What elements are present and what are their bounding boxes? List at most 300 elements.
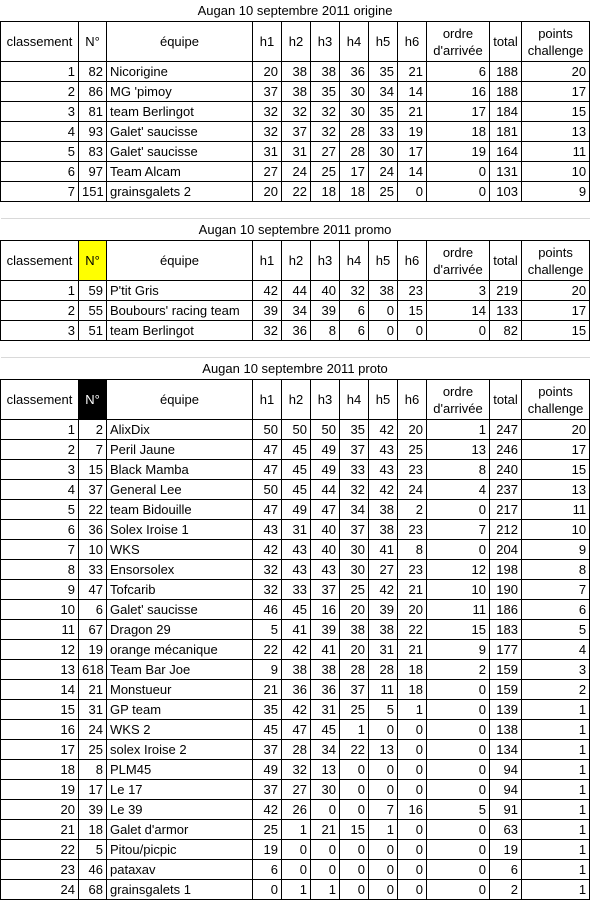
arrival-order-cell[interactable]: 0 [427,680,490,700]
total-cell[interactable]: 188 [490,62,522,82]
h2-cell[interactable]: 0 [282,860,311,880]
h5-cell[interactable]: 38 [369,520,398,540]
h4-cell[interactable]: 0 [340,780,369,800]
rank-cell[interactable]: 20 [1,800,79,820]
total-cell[interactable]: 6 [490,860,522,880]
arrival-order-cell[interactable]: 6 [427,62,490,82]
rank-cell[interactable]: 3 [1,102,79,122]
team-cell[interactable]: GP team [107,700,253,720]
team-cell[interactable]: WKS [107,540,253,560]
h4-cell[interactable]: 38 [340,620,369,640]
rank-cell[interactable]: 1 [1,420,79,440]
h2-cell[interactable]: 42 [282,700,311,720]
h6-cell[interactable]: 8 [398,540,427,560]
h3-cell[interactable]: 32 [311,102,340,122]
h1-cell[interactable]: 35 [253,700,282,720]
h3-cell[interactable]: 49 [311,460,340,480]
h2-cell[interactable]: 45 [282,440,311,460]
h6-cell[interactable]: 0 [398,760,427,780]
h6-cell[interactable]: 0 [398,321,427,341]
challenge-points-cell[interactable]: 1 [522,740,590,760]
arrival-order-cell[interactable]: 0 [427,760,490,780]
h3-cell[interactable]: 31 [311,700,340,720]
number-cell[interactable]: 68 [79,880,107,900]
total-cell[interactable]: 184 [490,102,522,122]
h4-cell[interactable]: 30 [340,540,369,560]
team-cell[interactable]: Galet' saucisse [107,122,253,142]
team-cell[interactable]: MG 'pimoy [107,82,253,102]
team-cell[interactable]: Team Bar Joe [107,660,253,680]
h4-cell[interactable]: 0 [340,760,369,780]
number-cell[interactable]: 22 [79,500,107,520]
total-cell[interactable]: 247 [490,420,522,440]
h3-cell[interactable]: 32 [311,122,340,142]
challenge-points-cell[interactable]: 13 [522,122,590,142]
challenge-points-cell[interactable]: 1 [522,780,590,800]
challenge-points-cell[interactable]: 1 [522,700,590,720]
h4-cell[interactable]: 37 [340,440,369,460]
h1-cell[interactable]: 50 [253,420,282,440]
challenge-points-cell[interactable]: 15 [522,102,590,122]
h6-cell[interactable]: 23 [398,460,427,480]
h1-cell[interactable]: 27 [253,162,282,182]
h3-cell[interactable]: 27 [311,142,340,162]
team-cell[interactable]: grainsgalets 2 [107,182,253,202]
h3-cell[interactable]: 0 [311,860,340,880]
team-cell[interactable]: Solex Iroise 1 [107,520,253,540]
arrival-order-cell[interactable]: 0 [427,700,490,720]
number-cell[interactable]: 10 [79,540,107,560]
h2-cell[interactable]: 33 [282,580,311,600]
arrival-order-cell[interactable]: 13 [427,440,490,460]
h1-cell[interactable]: 49 [253,760,282,780]
h6-cell[interactable]: 2 [398,500,427,520]
h2-cell[interactable]: 31 [282,142,311,162]
arrival-order-cell[interactable]: 4 [427,480,490,500]
h6-cell[interactable]: 0 [398,840,427,860]
h1-cell[interactable]: 43 [253,520,282,540]
challenge-points-cell[interactable]: 1 [522,720,590,740]
team-cell[interactable]: WKS 2 [107,720,253,740]
h5-cell[interactable]: 13 [369,740,398,760]
h1-cell[interactable]: 32 [253,560,282,580]
total-cell[interactable]: 91 [490,800,522,820]
rank-cell[interactable]: 18 [1,760,79,780]
rank-cell[interactable]: 7 [1,182,79,202]
h6-cell[interactable]: 0 [398,740,427,760]
h6-cell[interactable]: 16 [398,800,427,820]
h2-cell[interactable]: 38 [282,62,311,82]
team-cell[interactable]: Galet' saucisse [107,142,253,162]
rank-cell[interactable]: 6 [1,162,79,182]
rank-cell[interactable]: 2 [1,82,79,102]
number-cell[interactable]: 6 [79,600,107,620]
h2-cell[interactable]: 0 [282,840,311,860]
h5-cell[interactable]: 0 [369,760,398,780]
total-cell[interactable]: 217 [490,500,522,520]
challenge-points-cell[interactable]: 11 [522,500,590,520]
team-cell[interactable]: Ensorsolex [107,560,253,580]
total-cell[interactable]: 133 [490,301,522,321]
h5-cell[interactable]: 0 [369,301,398,321]
number-cell[interactable]: 5 [79,840,107,860]
rank-cell[interactable]: 2 [1,301,79,321]
h1-cell[interactable]: 47 [253,460,282,480]
number-cell[interactable]: 151 [79,182,107,202]
h6-cell[interactable]: 14 [398,82,427,102]
h3-cell[interactable]: 38 [311,660,340,680]
h5-cell[interactable]: 1 [369,820,398,840]
rank-cell[interactable]: 11 [1,620,79,640]
h6-cell[interactable]: 23 [398,520,427,540]
number-cell[interactable]: 47 [79,580,107,600]
number-cell[interactable]: 83 [79,142,107,162]
h6-cell[interactable]: 23 [398,281,427,301]
h1-cell[interactable]: 32 [253,102,282,122]
arrival-order-cell[interactable]: 0 [427,540,490,560]
h5-cell[interactable]: 31 [369,640,398,660]
h2-cell[interactable]: 49 [282,500,311,520]
challenge-points-cell[interactable]: 1 [522,760,590,780]
team-cell[interactable]: PLM45 [107,760,253,780]
h6-cell[interactable]: 0 [398,860,427,880]
h3-cell[interactable]: 40 [311,281,340,301]
challenge-points-cell[interactable]: 20 [522,420,590,440]
h1-cell[interactable]: 42 [253,800,282,820]
team-cell[interactable]: Monstueur [107,680,253,700]
h1-cell[interactable]: 37 [253,780,282,800]
h6-cell[interactable]: 14 [398,162,427,182]
arrival-order-cell[interactable]: 0 [427,321,490,341]
h1-cell[interactable]: 37 [253,82,282,102]
h1-cell[interactable]: 32 [253,580,282,600]
total-cell[interactable]: 103 [490,182,522,202]
h3-cell[interactable]: 39 [311,620,340,640]
h4-cell[interactable]: 37 [340,520,369,540]
arrival-order-cell[interactable]: 14 [427,301,490,321]
h6-cell[interactable]: 0 [398,720,427,740]
challenge-points-cell[interactable]: 2 [522,680,590,700]
h5-cell[interactable]: 38 [369,620,398,640]
team-cell[interactable]: General Lee [107,480,253,500]
h1-cell[interactable]: 42 [253,540,282,560]
h1-cell[interactable]: 47 [253,500,282,520]
h6-cell[interactable]: 21 [398,640,427,660]
h2-cell[interactable]: 41 [282,620,311,640]
team-cell[interactable]: Black Mamba [107,460,253,480]
h1-cell[interactable]: 42 [253,281,282,301]
h5-cell[interactable]: 42 [369,480,398,500]
number-cell[interactable]: 33 [79,560,107,580]
arrival-order-cell[interactable]: 19 [427,142,490,162]
arrival-order-cell[interactable]: 0 [427,820,490,840]
challenge-points-cell[interactable]: 3 [522,660,590,680]
challenge-points-cell[interactable]: 20 [522,62,590,82]
team-cell[interactable]: Boubours' racing team [107,301,253,321]
h5-cell[interactable]: 27 [369,560,398,580]
rank-cell[interactable]: 22 [1,840,79,860]
h2-cell[interactable]: 32 [282,760,311,780]
arrival-order-cell[interactable]: 11 [427,600,490,620]
h4-cell[interactable]: 36 [340,62,369,82]
h6-cell[interactable]: 21 [398,102,427,122]
h2-cell[interactable]: 24 [282,162,311,182]
challenge-points-cell[interactable]: 11 [522,142,590,162]
h1-cell[interactable]: 50 [253,480,282,500]
h5-cell[interactable]: 42 [369,420,398,440]
number-cell[interactable]: 39 [79,800,107,820]
h4-cell[interactable]: 0 [340,860,369,880]
h5-cell[interactable]: 30 [369,142,398,162]
h4-cell[interactable]: 0 [340,880,369,900]
h2-cell[interactable]: 45 [282,480,311,500]
h5-cell[interactable]: 43 [369,460,398,480]
h6-cell[interactable]: 20 [398,600,427,620]
h4-cell[interactable]: 20 [340,640,369,660]
h1-cell[interactable]: 32 [253,321,282,341]
number-cell[interactable]: 82 [79,62,107,82]
challenge-points-cell[interactable]: 5 [522,620,590,640]
h2-cell[interactable]: 34 [282,301,311,321]
team-cell[interactable]: Dragon 29 [107,620,253,640]
rank-cell[interactable]: 7 [1,540,79,560]
total-cell[interactable]: 134 [490,740,522,760]
team-cell[interactable]: Team Alcam [107,162,253,182]
h2-cell[interactable]: 37 [282,122,311,142]
rank-cell[interactable]: 1 [1,62,79,82]
number-cell[interactable]: 18 [79,820,107,840]
number-cell[interactable]: 97 [79,162,107,182]
h4-cell[interactable]: 25 [340,700,369,720]
rank-cell[interactable]: 5 [1,142,79,162]
total-cell[interactable]: 131 [490,162,522,182]
challenge-points-cell[interactable]: 10 [522,520,590,540]
h4-cell[interactable]: 15 [340,820,369,840]
rank-cell[interactable]: 23 [1,860,79,880]
arrival-order-cell[interactable]: 0 [427,880,490,900]
rank-cell[interactable]: 24 [1,880,79,900]
number-cell[interactable]: 55 [79,301,107,321]
rank-cell[interactable]: 16 [1,720,79,740]
h5-cell[interactable]: 28 [369,660,398,680]
h5-cell[interactable]: 25 [369,182,398,202]
h4-cell[interactable]: 30 [340,560,369,580]
team-cell[interactable]: Tofcarib [107,580,253,600]
h4-cell[interactable]: 28 [340,660,369,680]
h4-cell[interactable]: 17 [340,162,369,182]
h4-cell[interactable]: 0 [340,800,369,820]
h2-cell[interactable]: 38 [282,82,311,102]
arrival-order-cell[interactable]: 0 [427,182,490,202]
h2-cell[interactable]: 43 [282,560,311,580]
h4-cell[interactable]: 37 [340,680,369,700]
h2-cell[interactable]: 31 [282,520,311,540]
h1-cell[interactable]: 0 [253,880,282,900]
team-cell[interactable]: Peril Jaune [107,440,253,460]
number-cell[interactable]: 37 [79,480,107,500]
h1-cell[interactable]: 45 [253,720,282,740]
h3-cell[interactable]: 37 [311,580,340,600]
total-cell[interactable]: 181 [490,122,522,142]
rank-cell[interactable]: 2 [1,440,79,460]
team-cell[interactable]: orange mécanique [107,640,253,660]
rank-cell[interactable]: 21 [1,820,79,840]
h3-cell[interactable]: 50 [311,420,340,440]
h1-cell[interactable]: 25 [253,820,282,840]
number-cell[interactable]: 17 [79,780,107,800]
arrival-order-cell[interactable]: 3 [427,281,490,301]
number-cell[interactable]: 8 [79,760,107,780]
h3-cell[interactable]: 8 [311,321,340,341]
h2-cell[interactable]: 1 [282,880,311,900]
h6-cell[interactable]: 22 [398,620,427,640]
h2-cell[interactable]: 36 [282,321,311,341]
number-cell[interactable]: 81 [79,102,107,122]
h6-cell[interactable]: 18 [398,660,427,680]
rank-cell[interactable]: 8 [1,560,79,580]
challenge-points-cell[interactable]: 1 [522,800,590,820]
challenge-points-cell[interactable]: 10 [522,162,590,182]
h5-cell[interactable]: 0 [369,321,398,341]
h1-cell[interactable]: 32 [253,122,282,142]
team-cell[interactable]: solex Iroise 2 [107,740,253,760]
arrival-order-cell[interactable]: 17 [427,102,490,122]
arrival-order-cell[interactable]: 16 [427,82,490,102]
number-cell[interactable]: 2 [79,420,107,440]
rank-cell[interactable]: 5 [1,500,79,520]
team-cell[interactable]: team Bidouille [107,500,253,520]
h5-cell[interactable]: 24 [369,162,398,182]
arrival-order-cell[interactable]: 8 [427,460,490,480]
total-cell[interactable]: 164 [490,142,522,162]
h1-cell[interactable]: 20 [253,62,282,82]
h5-cell[interactable]: 33 [369,122,398,142]
number-cell[interactable]: 86 [79,82,107,102]
h3-cell[interactable]: 36 [311,680,340,700]
h6-cell[interactable]: 21 [398,580,427,600]
arrival-order-cell[interactable]: 0 [427,162,490,182]
h5-cell[interactable]: 0 [369,840,398,860]
h6-cell[interactable]: 0 [398,182,427,202]
rank-cell[interactable]: 10 [1,600,79,620]
h3-cell[interactable]: 0 [311,840,340,860]
h6-cell[interactable]: 19 [398,122,427,142]
h3-cell[interactable]: 35 [311,82,340,102]
rank-cell[interactable]: 14 [1,680,79,700]
rank-cell[interactable]: 3 [1,460,79,480]
h3-cell[interactable]: 21 [311,820,340,840]
h1-cell[interactable]: 37 [253,740,282,760]
h1-cell[interactable]: 47 [253,440,282,460]
h4-cell[interactable]: 1 [340,720,369,740]
challenge-points-cell[interactable]: 1 [522,880,590,900]
challenge-points-cell[interactable]: 15 [522,321,590,341]
rank-cell[interactable]: 13 [1,660,79,680]
total-cell[interactable]: 19 [490,840,522,860]
h4-cell[interactable]: 6 [340,321,369,341]
h4-cell[interactable]: 34 [340,500,369,520]
arrival-order-cell[interactable]: 5 [427,800,490,820]
h5-cell[interactable]: 35 [369,102,398,122]
total-cell[interactable]: 246 [490,440,522,460]
number-cell[interactable]: 46 [79,860,107,880]
arrival-order-cell[interactable]: 0 [427,740,490,760]
arrival-order-cell[interactable]: 12 [427,560,490,580]
h4-cell[interactable]: 28 [340,122,369,142]
h3-cell[interactable]: 13 [311,760,340,780]
h1-cell[interactable]: 19 [253,840,282,860]
total-cell[interactable]: 198 [490,560,522,580]
number-cell[interactable]: 59 [79,281,107,301]
h6-cell[interactable]: 18 [398,680,427,700]
h3-cell[interactable]: 45 [311,720,340,740]
arrival-order-cell[interactable]: 15 [427,620,490,640]
arrival-order-cell[interactable]: 1 [427,420,490,440]
h2-cell[interactable]: 28 [282,740,311,760]
team-cell[interactable]: Nicorigine [107,62,253,82]
h3-cell[interactable]: 30 [311,780,340,800]
number-cell[interactable]: 51 [79,321,107,341]
h1-cell[interactable]: 21 [253,680,282,700]
h6-cell[interactable]: 1 [398,700,427,720]
team-cell[interactable]: AlixDix [107,420,253,440]
challenge-points-cell[interactable]: 4 [522,640,590,660]
challenge-points-cell[interactable]: 8 [522,560,590,580]
total-cell[interactable]: 82 [490,321,522,341]
h5-cell[interactable]: 0 [369,880,398,900]
rank-cell[interactable]: 12 [1,640,79,660]
h5-cell[interactable]: 43 [369,440,398,460]
h1-cell[interactable]: 6 [253,860,282,880]
h5-cell[interactable]: 42 [369,580,398,600]
h6-cell[interactable]: 0 [398,820,427,840]
h5-cell[interactable]: 0 [369,780,398,800]
h2-cell[interactable]: 42 [282,640,311,660]
h2-cell[interactable]: 26 [282,800,311,820]
challenge-points-cell[interactable]: 13 [522,480,590,500]
h4-cell[interactable]: 0 [340,840,369,860]
number-cell[interactable]: 15 [79,460,107,480]
total-cell[interactable]: 183 [490,620,522,640]
h4-cell[interactable]: 30 [340,82,369,102]
h2-cell[interactable]: 45 [282,460,311,480]
challenge-points-cell[interactable]: 17 [522,301,590,321]
total-cell[interactable]: 212 [490,520,522,540]
h4-cell[interactable]: 35 [340,420,369,440]
rank-cell[interactable]: 1 [1,281,79,301]
h2-cell[interactable]: 45 [282,600,311,620]
arrival-order-cell[interactable]: 0 [427,500,490,520]
h5-cell[interactable]: 38 [369,281,398,301]
arrival-order-cell[interactable]: 18 [427,122,490,142]
h3-cell[interactable]: 39 [311,301,340,321]
number-cell[interactable]: 21 [79,680,107,700]
total-cell[interactable]: 94 [490,780,522,800]
challenge-points-cell[interactable]: 17 [522,440,590,460]
h1-cell[interactable]: 22 [253,640,282,660]
number-cell[interactable]: 31 [79,700,107,720]
rank-cell[interactable]: 3 [1,321,79,341]
rank-cell[interactable]: 17 [1,740,79,760]
challenge-points-cell[interactable]: 15 [522,460,590,480]
rank-cell[interactable]: 19 [1,780,79,800]
h1-cell[interactable]: 39 [253,301,282,321]
h3-cell[interactable]: 38 [311,62,340,82]
team-cell[interactable]: Le 39 [107,800,253,820]
total-cell[interactable]: 159 [490,680,522,700]
h4-cell[interactable]: 33 [340,460,369,480]
total-cell[interactable]: 186 [490,600,522,620]
